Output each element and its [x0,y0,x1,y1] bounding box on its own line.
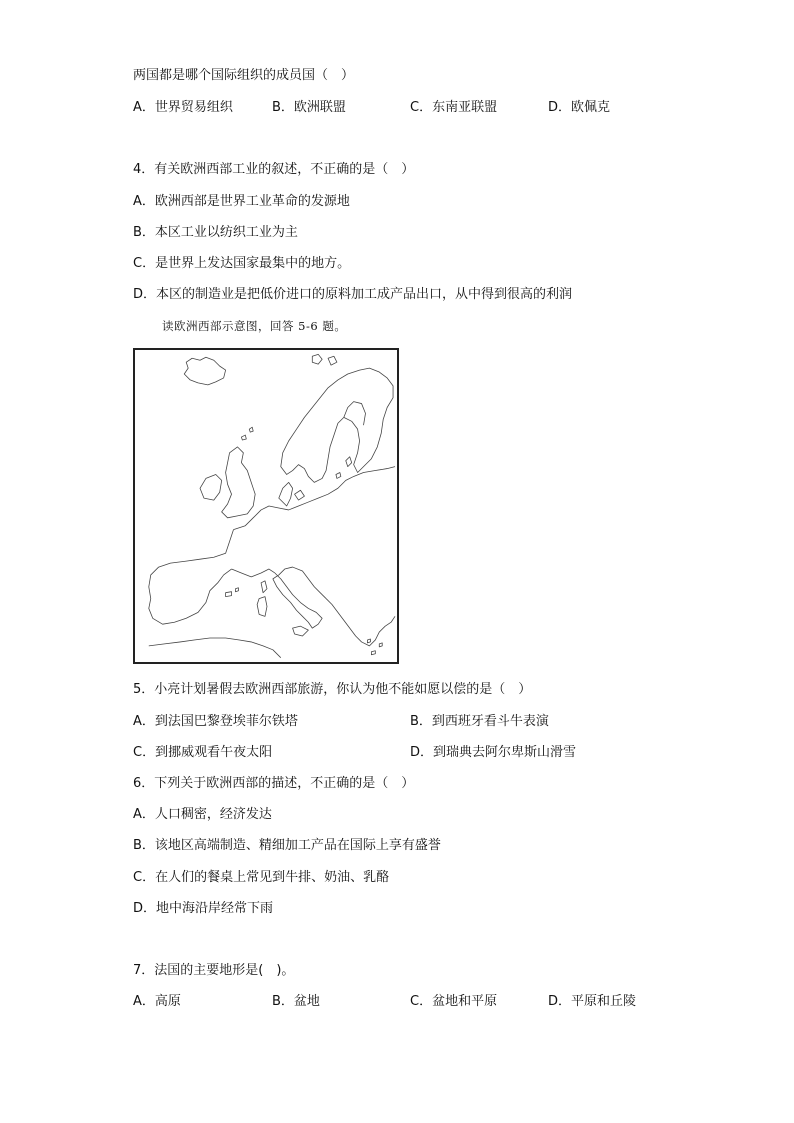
great-britain-outline [222,447,255,518]
q4-option-a: A．欧洲西部是世界工业革命的发源地 [133,194,350,209]
europe-outline-map-icon [135,350,397,662]
gulf-of-lion-outline [232,569,275,577]
scandinavia-outline [281,368,393,482]
iceland-outline [184,357,225,385]
continental-coast-outline [233,467,395,530]
europe-map [133,348,399,664]
q3-stem: 两国都是哪个国际组织的成员国（ ） [133,68,355,83]
q3-option-a: A．世界贸易组织 [133,100,233,115]
ireland-outline [200,474,222,500]
balkans-outline [326,599,395,646]
sardinia-outline [257,597,267,617]
aegean-islands-outline [367,639,382,655]
q3-option-d: D．欧佩克 [548,100,611,115]
q7-option-a: A．高原 [133,994,181,1009]
map-caption: 读欧洲西部示意图，回答 5-6 题。 [162,319,347,333]
q5-option-b: B．到西班牙看斗牛表演 [410,714,549,729]
sicily-outline [293,626,309,636]
q4-option-b: B．本区工业以纺织工业为主 [133,225,298,240]
corsica-outline [261,581,267,593]
q6-option-a: A．人口稠密，经济发达 [133,807,272,822]
q3-option-b: B．欧洲联盟 [272,100,346,115]
arctic-islands-outline [312,354,337,365]
denmark-outline [279,482,305,506]
italy-outline [273,567,326,628]
q6-option-c: C．在人们的餐桌上常见到牛排、奶油、乳酪 [133,870,390,885]
q5-option-a: A．到法国巴黎登埃菲尔铁塔 [133,714,298,729]
gulf-of-bothnia-outline [344,402,366,426]
q7-option-c: C．盆地和平原 [410,994,498,1009]
q7-option-d: D．平原和丘陵 [548,994,637,1009]
iberia-outline [149,530,234,625]
q4-option-c: C．是世界上发达国家最集中的地方。 [133,256,351,271]
q6-option-d: D．地中海沿岸经常下雨 [133,901,274,916]
q5-option-c: C．到挪威观看午夜太阳 [133,745,273,760]
north-africa-outline [149,638,281,658]
q3-option-c: C．东南亚联盟 [410,100,498,115]
balearic-outline [226,588,239,597]
q5-stem: 5．小亮计划暑假去欧洲西部旅游，你认为他不能如愿以偿的是（ ） [133,682,532,697]
q6-stem: 6．下列关于欧洲西部的描述，不正确的是（ ） [133,776,415,791]
baltic-islands-outline [336,457,352,479]
q6-option-b: B．该地区高端制造、精细加工产品在国际上享有盛誉 [133,838,441,853]
q4-stem: 4．有关欧洲西部工业的叙述，不正确的是（ ） [133,162,415,177]
q4-option-d: D．本区的制造业是把低价进口的原料加工成产品出口，从中得到很高的利润 [133,287,573,302]
q5-option-d: D．到瑞典去阿尔卑斯山滑雪 [410,745,577,760]
q7-stem: 7．法国的主要地形是( )。 [133,963,295,978]
q7-option-b: B．盆地 [272,994,320,1009]
northern-isles-outline [241,427,253,440]
